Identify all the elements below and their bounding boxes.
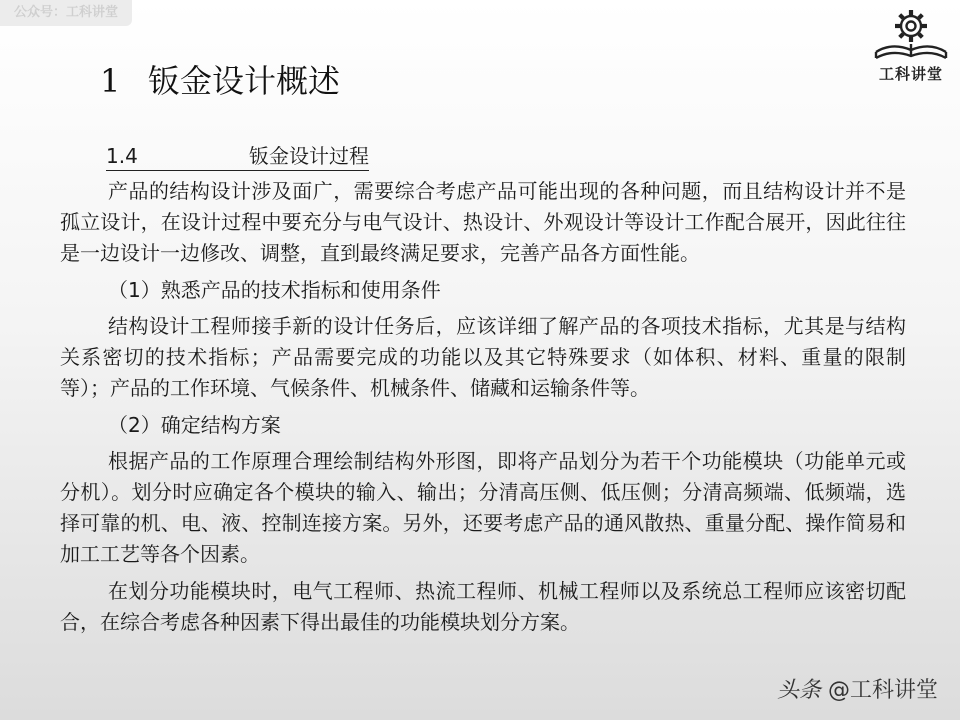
watermark-badge: 公众号：工科讲堂 <box>0 0 132 26</box>
footer-watermark-account: @工科讲堂 <box>827 678 938 703</box>
intro-paragraph: 产品的结构设计涉及面广，需要综合考虑产品可能出现的各种问题，而且结构设计并不是孤立设计，在设计过程中要充分与电气设计、热设计、外观设计等设计工作配合展开，因此往往是一边设计一边修改、调整，直到最终满足要求，完善产品各方面性能。 <box>60 179 906 265</box>
footer-watermark-prefix: 头条 <box>776 678 821 703</box>
chapter-title <box>100 56 340 102</box>
subsection-1-paragraph: 结构设计工程师接手新的设计任务后，应该详细了解产品的各项技术指标，尤其是与结构关系密切的技术指标；产品需要完成的功能以及其它特殊要求（如体积、材料、重量的限制等）；产品的工作环境、气候条件、机械条件、储藏和运输条件等。 <box>60 314 906 400</box>
brand-logo <box>870 4 952 84</box>
footer-watermark <box>777 673 938 704</box>
section-title: 钣金设计过程 <box>249 144 369 168</box>
subsection-1-heading: （1）熟悉产品的技术指标和使用条件 <box>108 278 441 302</box>
subsection-2-paragraph: 根据产品的工作原理合理绘制结构外形图，即将产品划分为若干个功能模块（功能单元或分机）。划分时应确定各个模块的输入、输出；分清高压侧、低压侧；分清高频端、低频端，选择可靠的机、电、液、控制连接方案。另外，还要考虑产品的通风散热、重量分配、操作简易和加工工艺等各个因素。 <box>60 449 906 566</box>
logo-text: 工科讲堂 <box>878 65 943 83</box>
subsection-2-paragraph-2: 在划分功能模块时，电气工程师、热流工程师、机械工程师以及系统总工程师应该密切配合，在综合考虑各种因素下得出最佳的功能模块划分方案。 <box>60 579 906 634</box>
section-heading <box>106 142 369 171</box>
chapter-number: 1 <box>100 62 121 100</box>
subsection-2-heading: （2）确定结构方案 <box>108 413 281 437</box>
chapter-title-text: 钣金设计概述 <box>148 62 341 100</box>
section-number: 1.4 <box>106 144 138 168</box>
body-content <box>60 176 906 644</box>
gear-book-icon <box>870 4 952 62</box>
